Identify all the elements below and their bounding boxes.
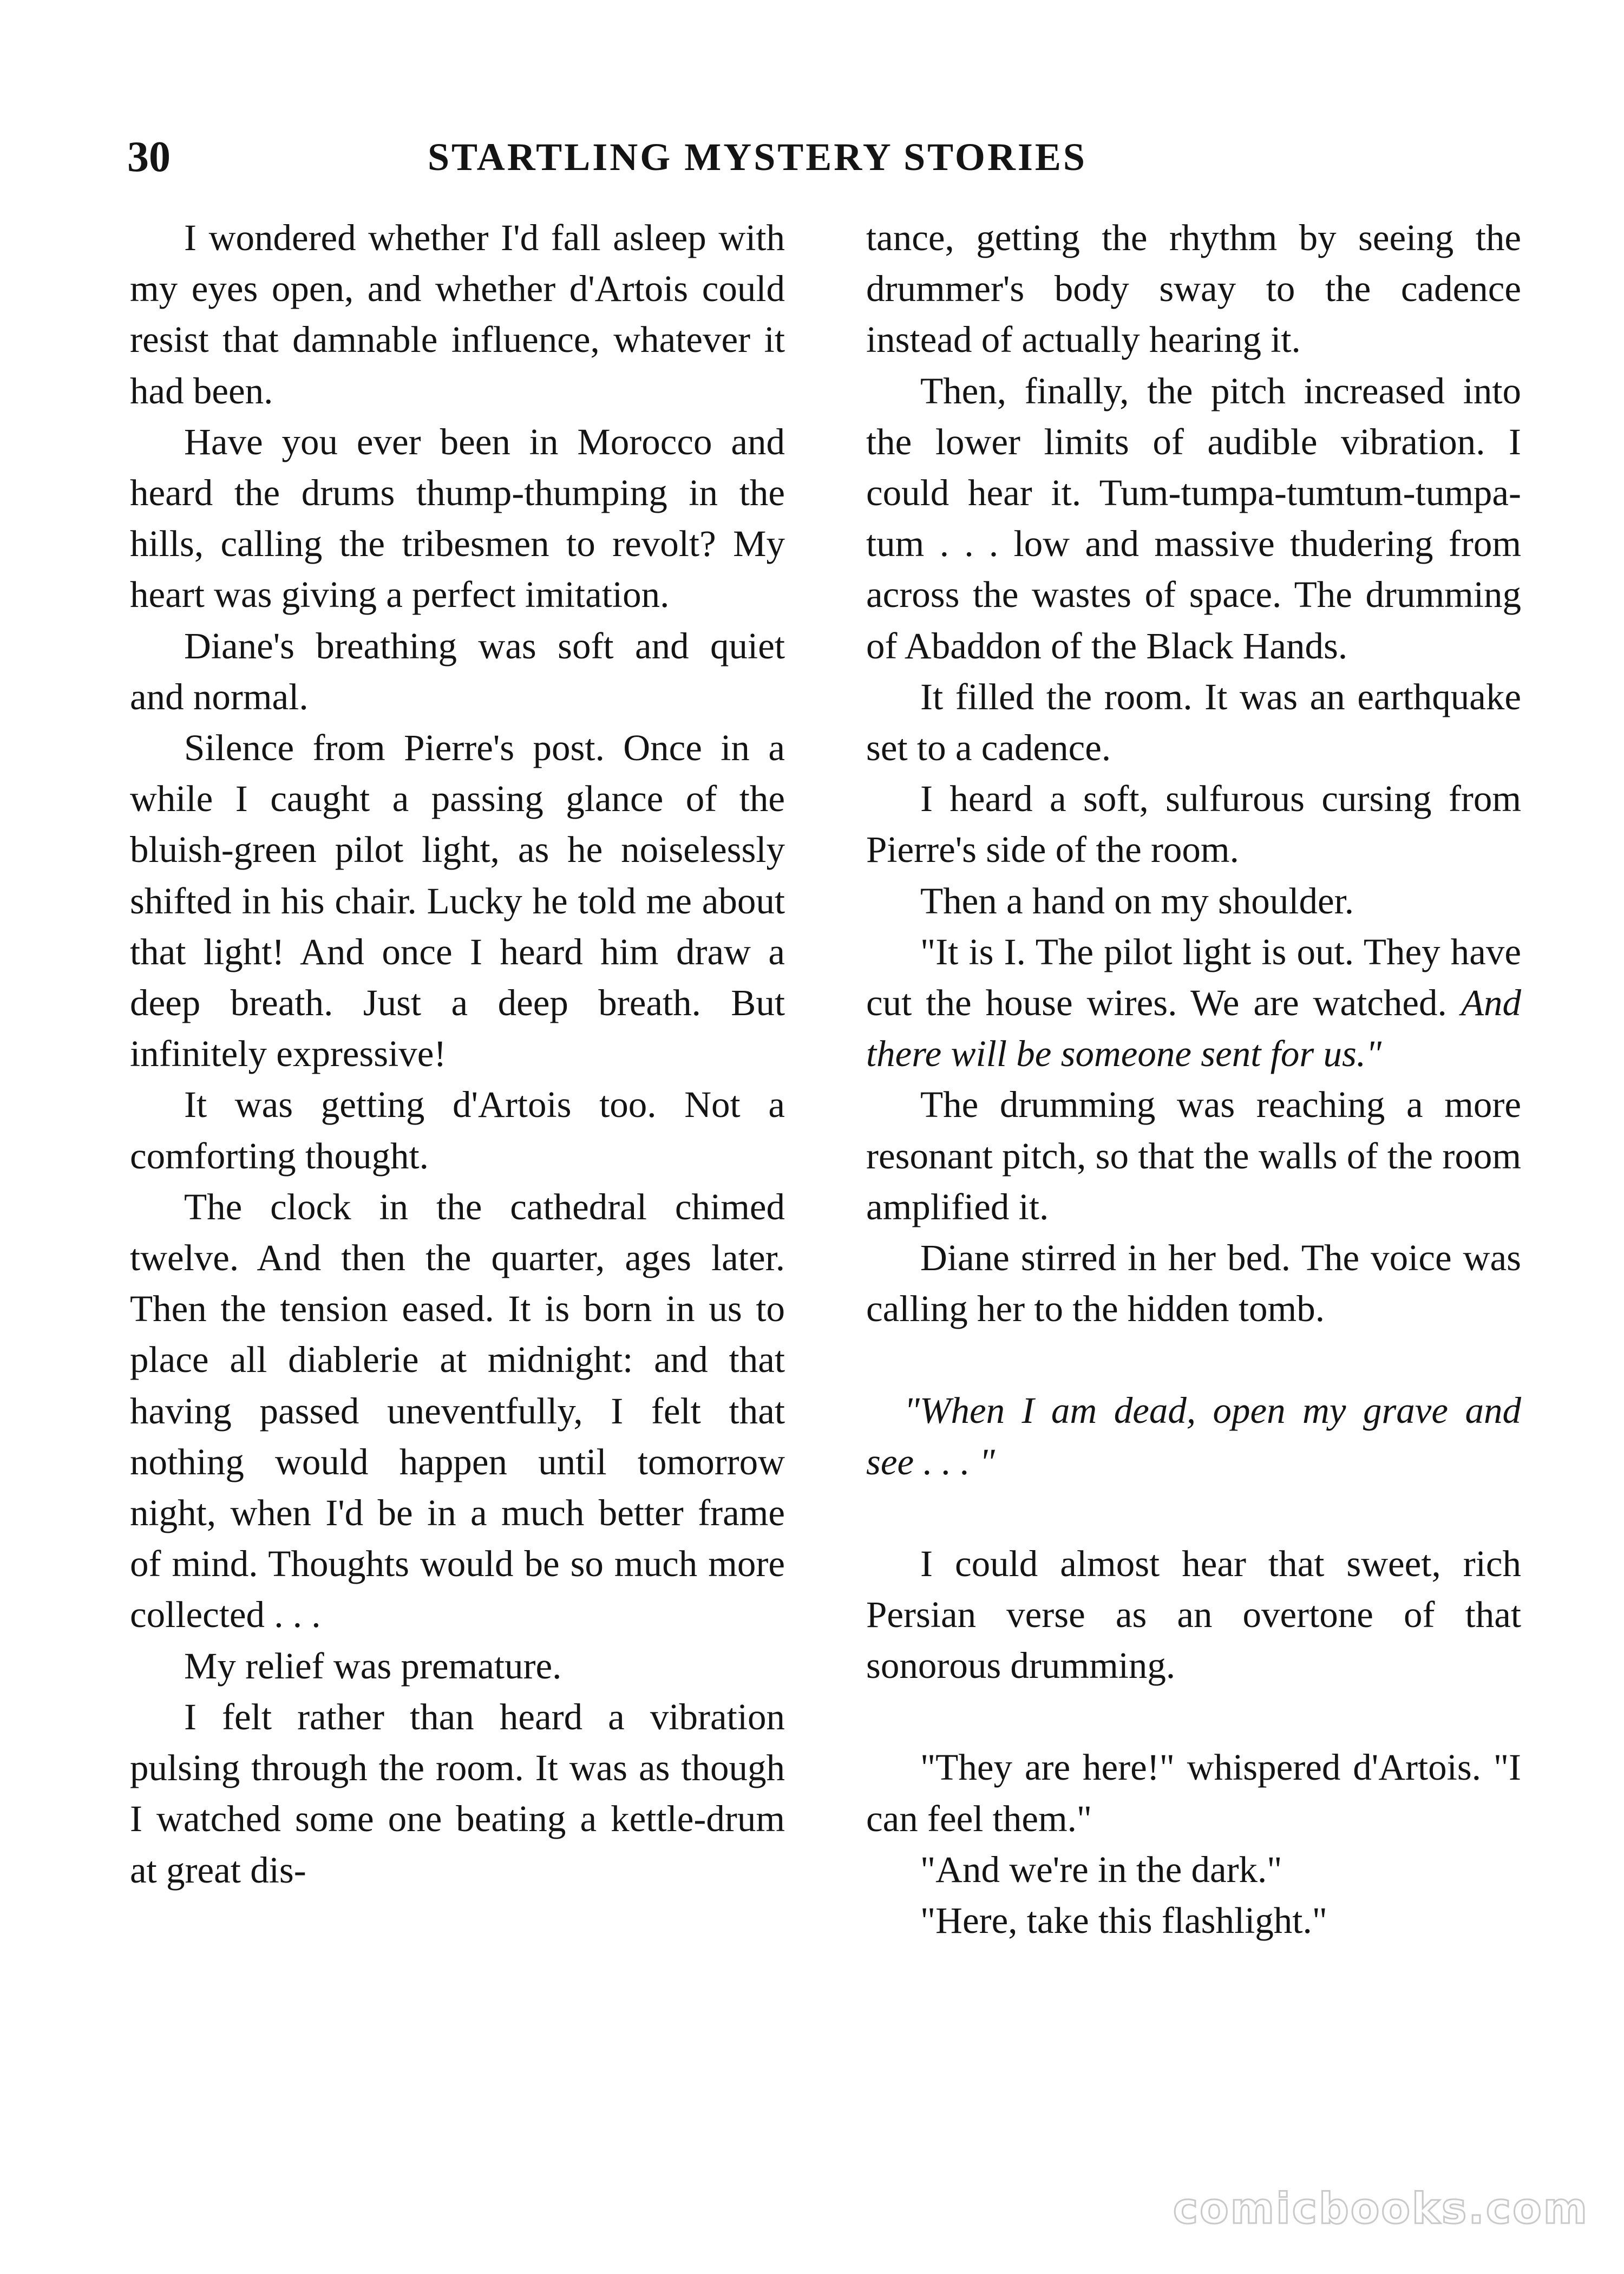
paragraph: Then a hand on my shoulder. [920,880,1354,922]
page-number: 30 [127,133,171,181]
paragraph: It filled the room. It was an earthquake set to a cadence. [866,676,1521,769]
paragraph: I could almost hear that sweet, rich Persian verse as an overtone of that sonorous drumming. [866,1543,1521,1687]
left-column [130,212,785,1896]
dialogue-paragraph [866,926,1521,1080]
magazine-title: STARTLING MYSTERY STORIES [428,135,1087,179]
right-column [866,212,1521,1946]
verse-quote: "When I am dead, open my grave and see . . . " [866,1390,1521,1482]
paragraph: "And we're in the dark." [920,1848,1282,1890]
paragraph: The drumming was reaching a more resonant pitch, so that the walls of the room amplified it. [866,1084,1521,1227]
paragraph: Silence from Pierre's post. Once in a while I caught a passing glance of the bluish-green pilot light, as he noiselessly shifted in his chair. Lucky he told me about that light! And once I heard him draw a deep breath. Just a deep breath. But infinitely expressive! [130,727,785,1075]
paragraph: My relief was premature. [184,1645,562,1687]
paragraph: Diane stirred in her bed. The voice was calling her to the hidden tomb. [866,1237,1521,1330]
paragraph: Then, finally, the pitch increased into the lower limits of audible vibration. I could hear it. Tum-tumpa-tumtum-tumpa-tum . . . low and massive thudering from across the wastes of space. The drumming of Abaddon of the Black Hands. [866,370,1521,666]
paragraph: "They are here!" whispered d'Artois. "I can feel them." [866,1747,1521,1839]
paragraph: I wondered whether I'd fall asleep with my eyes open, and whether d'Artois could resist that damnable influence, whatever it had been. [130,217,785,411]
page-header [127,125,1518,190]
dialogue-italic-text: And there will be someone sent for us." [866,982,1521,1075]
paragraph: "Here, take this flashlight." [920,1900,1327,1942]
site-watermark: comicbooks.com [1173,2185,1589,2233]
paragraph: tance, getting the rhythm by seeing the drummer's body sway to the cadence instead of actually hearing it. [866,217,1521,361]
paragraph: The clock in the cathedral chimed twelve. And then the quarter, ages later. Then the tension eased. It is born in us to place all diablerie at midnight: and that having passed uneventfully, I felt that nothing would happen until tomorrow night, when I'd be in a much better frame of mind. Thoughts would be so much more collected . . . [130,1186,785,1636]
paragraph: I felt rather than heard a vibration pulsing through the room. It was as though I watched some one beating a kettle-drum at great dis- [130,1696,785,1891]
paragraph: It was getting d'Artois too. Not a comforting thought. [130,1084,785,1177]
paragraph: I heard a soft, sulfurous cursing from Pierre's side of the room. [866,778,1521,871]
paragraph: Diane's breathing was soft and quiet and normal. [130,625,785,717]
dialogue-text: "It is I. The pilot light is out. They have cut the house wires. We are watched. [866,931,1521,1024]
paragraph: Have you ever been in Morocco and heard the drums thump-thumping in the hills, calling the tribesmen to revolt? My heart was giving a perfect imitation. [130,421,785,616]
